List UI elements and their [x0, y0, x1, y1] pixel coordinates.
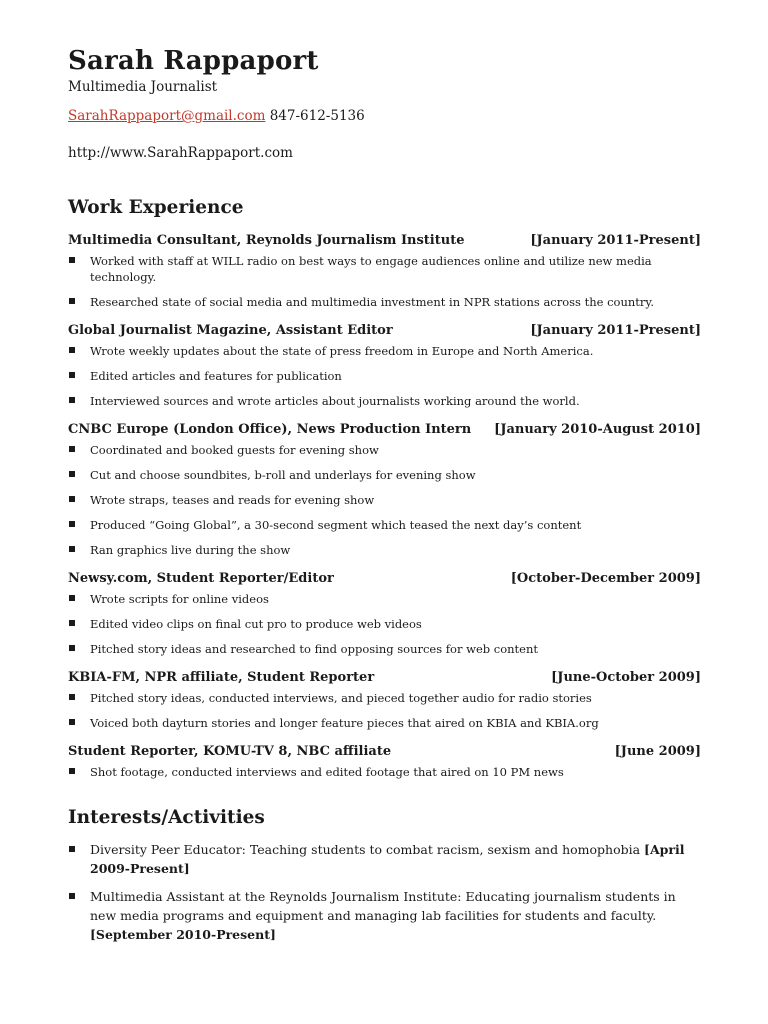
list-item: Researched state of social media and multimedia investment in NPR stations across the country. [68, 294, 701, 310]
list-item: Voiced both dayturn stories and longer feature pieces that aired on KBIA and KBIA.org [68, 715, 701, 731]
job-header [68, 743, 701, 761]
list-item [68, 840, 701, 878]
phone-number: 847-612-5136 [265, 108, 365, 124]
job-block [68, 669, 701, 731]
job-bullets [68, 591, 701, 657]
interests-list [68, 840, 701, 944]
job-block [68, 570, 701, 657]
list-item: Worked with staff at WILL radio on best ways to engage audiences online and utilize new media technology. [68, 253, 701, 285]
job-title: Multimedia Consultant, Reynolds Journalism Institute [68, 233, 465, 248]
job-date: [June 2009] [614, 744, 701, 759]
job-block [68, 421, 701, 558]
job-bullets [68, 253, 701, 310]
job-title: Student Reporter, KOMU-TV 8, NBC affiliate [68, 744, 392, 759]
job-block [68, 743, 701, 780]
job-block [68, 322, 701, 409]
list-item: Pitched story ideas, conducted interviews, and pieced together audio for radio stories [68, 690, 701, 706]
list-item: Wrote straps, teases and reads for evening show [68, 492, 701, 508]
contact-line [68, 107, 701, 125]
work-experience-heading: Work Experience [68, 197, 244, 218]
list-item [68, 887, 701, 944]
list-item: Coordinated and booked guests for evening show [68, 442, 701, 458]
job-header [68, 570, 701, 588]
list-item: Edited articles and features for publication [68, 368, 701, 384]
job-header [68, 421, 701, 439]
job-title: Global Journalist Magazine, Assistant Editor [68, 323, 393, 338]
job-date: [January 2011-Present] [530, 323, 701, 338]
list-item: Produced “Going Global”, a 30-second segment which teased the next day’s content [68, 517, 701, 533]
list-item: Wrote scripts for online videos [68, 591, 701, 607]
job-date: [October-December 2009] [510, 571, 701, 586]
job-bullets [68, 442, 701, 558]
job-date: [January 2011-Present] [530, 233, 701, 248]
interests-heading: Interests/Activities [68, 807, 265, 828]
website-url: http://www.SarahRappaport.com [68, 145, 293, 161]
job-date: [June-October 2009] [551, 670, 701, 685]
list-item: Edited video clips on final cut pro to produce web videos [68, 616, 701, 632]
job-title: CNBC Europe (London Office), News Production Intern [68, 422, 472, 437]
job-header [68, 322, 701, 340]
job-bullets [68, 690, 701, 731]
interest-date: [September 2010-Present] [90, 927, 276, 942]
job-block [68, 232, 701, 310]
job-header [68, 669, 701, 687]
resume-header [68, 44, 701, 162]
list-item: Interviewed sources and wrote articles about journalists working around the world. [68, 393, 701, 409]
job-bullets [68, 764, 701, 780]
list-item: Shot footage, conducted interviews and edited footage that aired on 10 PM news [68, 764, 701, 780]
list-item: Wrote weekly updates about the state of press freedom in Europe and North America. [68, 343, 701, 359]
interest-date: [April 2009-Present] [90, 842, 685, 876]
job-title: KBIA-FM, NPR affiliate, Student Reporter [68, 670, 375, 685]
interest-text: Diversity Peer Educator: Teaching students to combat racism, sexism and homophobia [90, 842, 645, 857]
list-item: Cut and choose soundbites, b-roll and underlays for evening show [68, 467, 701, 483]
interest-text: Multimedia Assistant at the Reynolds Journalism Institute: Educating journalism students in new media programs and equipment and managing lab facilities for students and faculty. [90, 889, 676, 923]
email-link[interactable]: SarahRappaport@gmail.com [68, 108, 266, 124]
job-title: Newsy.com, Student Reporter/Editor [68, 571, 334, 586]
person-name: Sarah Rappaport [68, 46, 319, 76]
job-header [68, 232, 701, 250]
job-subtitle: Multimedia Journalist [68, 79, 218, 95]
list-item: Pitched story ideas and researched to find opposing sources for web content [68, 641, 701, 657]
job-bullets [68, 343, 701, 409]
list-item: Ran graphics live during the show [68, 542, 701, 558]
job-date: [January 2010-August 2010] [494, 422, 701, 437]
